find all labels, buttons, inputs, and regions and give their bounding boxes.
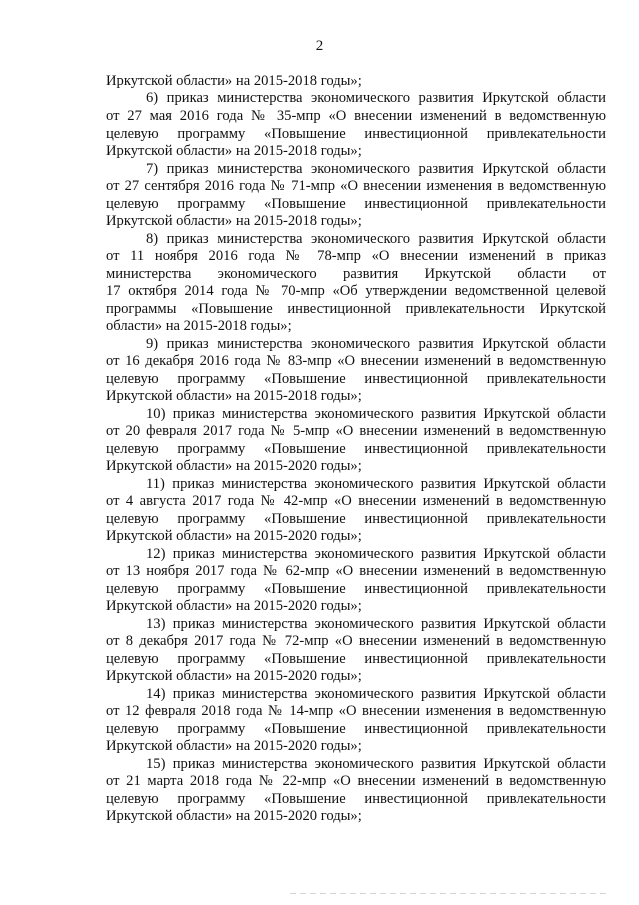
text-line: от 13 ноября 2017 года № 62-мпр «О внесении изменений в ведомственную [106, 563, 606, 579]
text-line: Иркутской области» на 2015-2020 годы»; [106, 528, 362, 544]
text-line: от 20 февраля 2017 года № 5-мпр «О внесении изменений в ведомственную [106, 423, 606, 439]
text-line: от 11 ноября 2016 года № 78-мпр «О внесении изменений в приказ [106, 248, 606, 264]
text-line: целевую программу «Повышение инвестиционной привлекательности [106, 651, 606, 667]
page-number: 2 [315, 38, 324, 54]
text-line: 12) приказ министерства экономического развития Иркутской области [146, 546, 606, 562]
text-line: от 8 декабря 2017 года № 72-мпр «О внесении изменений в ведомственную [106, 633, 606, 649]
text-line: Иркутской области» на 2015-2020 годы»; [106, 808, 362, 824]
text-line: программы «Повышение инвестиционной привлекательности Иркутской [106, 301, 606, 317]
text-line: от 12 февраля 2018 года № 14-мпр «О внесении изменения в ведомственную [106, 703, 606, 719]
text-line: 11) приказ министерства экономического развития Иркутской области [146, 476, 606, 492]
text-line: целевую программу «Повышение инвестиционной привлекательности [106, 791, 606, 807]
text-line: 10) приказ министерства экономического развития Иркутской области [146, 406, 606, 422]
text-line: Иркутской области» на 2015-2018 годы»; [106, 213, 362, 229]
scan-artifact [290, 893, 610, 894]
text-line: Иркутской области» на 2015-2018 годы»; [106, 73, 362, 89]
text-line: целевую программу «Повышение инвестиционной привлекательности [106, 196, 606, 212]
text-line: 13) приказ министерства экономического развития Иркутской области [146, 616, 606, 632]
text-line: от 27 сентября 2016 года № 71-мпр «О внесении изменения в ведомственную [106, 178, 606, 194]
text-line: области» на 2015-2018 годы»; [106, 318, 292, 334]
text-line: от 27 мая 2016 года № 35-мпр «О внесении изменений в ведомственную [106, 108, 606, 124]
text-line: от 21 марта 2018 года № 22-мпр «О внесении изменений в ведомственную [106, 773, 606, 789]
text-line: от 4 августа 2017 года № 42-мпр «О внесении изменений в ведомственную [106, 493, 606, 509]
text-line: 8) приказ министерства экономического развития Иркутской области [146, 231, 606, 247]
text-line: от 16 декабря 2016 года № 83-мпр «О внесении изменений в ведомственную [106, 353, 606, 369]
text-line: Иркутской области» на 2015-2018 годы»; [106, 143, 362, 159]
text-line: целевую программу «Повышение инвестиционной привлекательности [106, 511, 606, 527]
text-line: целевую программу «Повышение инвестиционной привлекательности [106, 581, 606, 597]
text-line: целевую программу «Повышение инвестиционной привлекательности [106, 126, 606, 142]
text-line: 17 октября 2014 года № 70-мпр «Об утверждении ведомственной целевой [106, 283, 606, 299]
text-line: 15) приказ министерства экономического развития Иркутской области [146, 756, 606, 772]
text-line: 14) приказ министерства экономического развития Иркутской области [146, 686, 606, 702]
text-line: целевую программу «Повышение инвестиционной привлекательности [106, 721, 606, 737]
text-line: министерства экономического развития Иркутской области от [106, 266, 606, 282]
text-line: 7) приказ министерства экономического развития Иркутской области [146, 161, 606, 177]
text-line: целевую программу «Повышение инвестиционной привлекательности [106, 371, 606, 387]
text-line: Иркутской области» на 2015-2020 годы»; [106, 738, 362, 754]
text-line: 9) приказ министерства экономического развития Иркутской области [146, 336, 606, 352]
text-line: Иркутской области» на 2015-2018 годы»; [106, 388, 362, 404]
text-line: Иркутской области» на 2015-2020 годы»; [106, 668, 362, 684]
text-line: Иркутской области» на 2015-2020 годы»; [106, 458, 362, 474]
text-line: целевую программу «Повышение инвестиционной привлекательности [106, 441, 606, 457]
text-line: Иркутской области» на 2015-2020 годы»; [106, 598, 362, 614]
text-line: 6) приказ министерства экономического развития Иркутской области [146, 90, 606, 106]
